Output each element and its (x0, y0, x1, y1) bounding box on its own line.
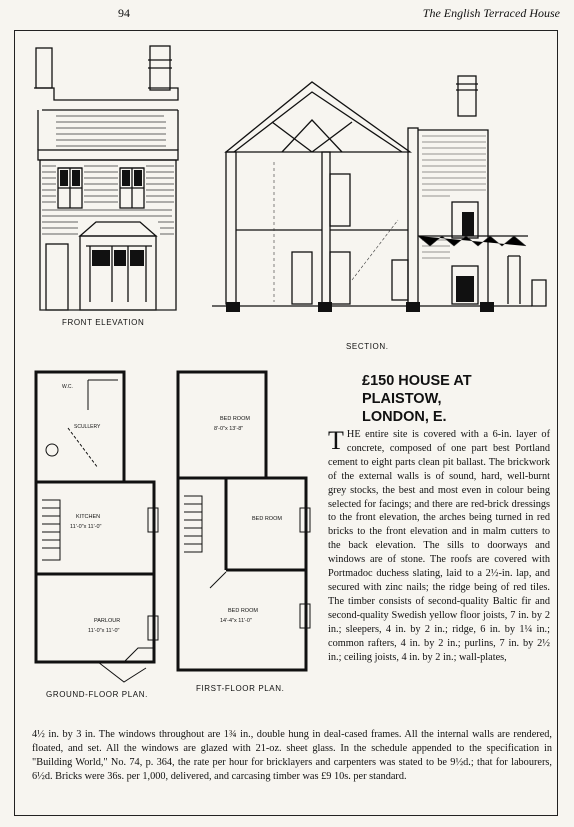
section-drawing (212, 70, 550, 334)
plan-label-kitchen: KITCHEN (76, 514, 101, 520)
plan-label-parlour: PARLOUR (94, 618, 121, 624)
article-title-line-1: £150 HOUSE AT (362, 373, 472, 389)
caption-front-elevation: FRONT ELEVATION (62, 318, 145, 327)
plan-label-bed3-dim: 14'-4"x 11'-0" (220, 618, 252, 624)
caption-section: SECTION. (346, 342, 389, 351)
plan-label-parlour-dim: 11'-0"x 11'-0" (88, 628, 120, 634)
first-floor-plan (170, 368, 318, 674)
ground-floor-plan (28, 368, 162, 684)
plan-label-bed2: BED ROOM (252, 516, 282, 522)
caption-ground-floor-plan: GROUND-FLOOR PLAN. (46, 690, 148, 699)
article-title-line-2: PLAISTOW, (362, 391, 442, 407)
plan-label-bed1: BED ROOM (220, 416, 250, 422)
plan-label-scullery: SCULLERY (74, 424, 101, 430)
article-title (362, 372, 552, 426)
article-full-width-text: 4½ in. by 3 in. The windows throughout are 1¾ in., double hung in deal-cased frames. All the internal walls are rendered, floated, and set. All the windows are glazed with 21-oz. sheet glass. In the schedule appended to the specification in "Building World," No. 74, p. 364, the rate per hour for bricklayers and carpenters was stated to be 9½d.; that for labourers, 6½d. Bricks were 36s. per 1,000, delivered, and carcasing timber was £9 10s. per standard. (32, 729, 552, 782)
plan-label-bed1-dim: 8'-0"x 13'-8" (214, 426, 244, 432)
plan-label-bed3: BED ROOM (228, 608, 258, 614)
page-number: 94 (118, 6, 130, 20)
caption-first-floor-plan: FIRST-FLOOR PLAN. (196, 684, 285, 693)
article-title-line-3: LONDON, E. (362, 409, 447, 425)
running-title: The English Terraced House (422, 6, 560, 20)
plan-label-kitchen-dim: 11'-0"x 11'-0" (70, 524, 102, 530)
plan-label-wc: W.C. (62, 384, 73, 390)
front-elevation-drawing (28, 40, 188, 312)
article-column-text: THE entire site is covered with a 6-in. layer of concrete, composed of one part best Portland cement to eight parts clean pit ballast. The brickwork of the external walls is of sound, hard, well-burnt grey stocks, the best and most even in colour being selected for facings; and there are red-brick dressings to the front elevation, the arches being turned in red bricks to the front elevation and in malm cutters to the back elevation. The sills to doorways and windows are of stone. The roofs are covered with Portmadoc duchess slating, laid to a 2½-in. lap, and secured with zinc nails; the ridge being of red tiles. The timber consists of second-quality Baltic fir and second-quality Swedish yellow floor joists, 7 in. by 2 in.; sleepers, 4 in. by 2 in.; ridge, 6 in. by 1¼ in.; common rafters, 4 in. by 2 in.; purlins, 7 in. by 2½ in.; ceiling joists, 4 in. by 2 in.; wall-plates, (328, 426, 550, 663)
